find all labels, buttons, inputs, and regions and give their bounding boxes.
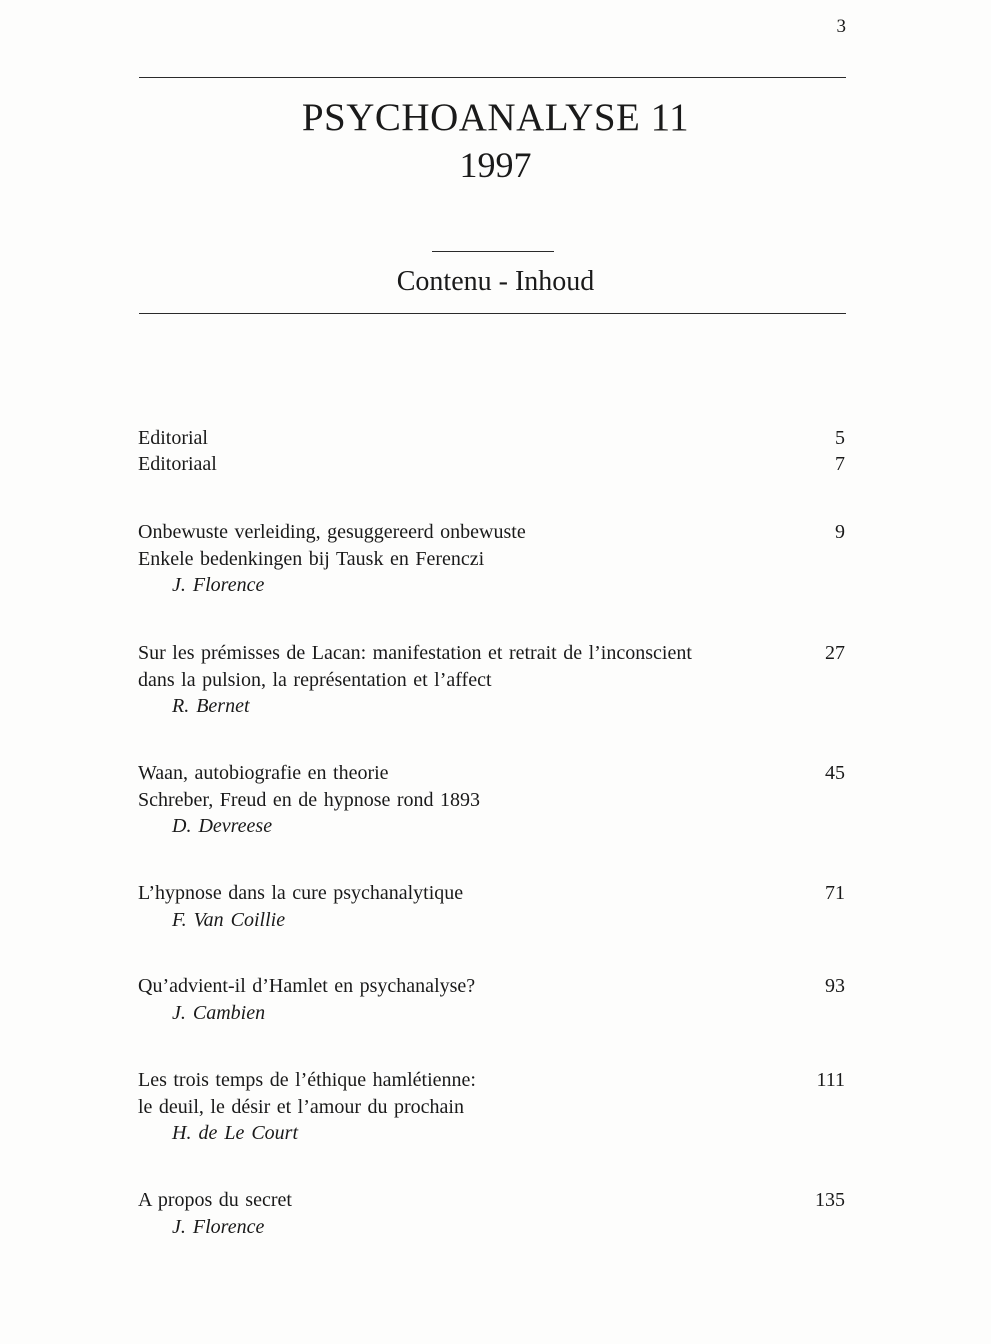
toc-entry <box>138 760 845 840</box>
header-bottom-rule <box>139 313 846 314</box>
toc-entry-page: 27 <box>825 642 845 664</box>
toc-entry <box>138 451 845 478</box>
toc-entry-author: J. Florence <box>172 574 265 596</box>
toc-entry-page: 93 <box>825 975 845 997</box>
toc-entry-subtitle: Enkele bedenkingen bij Tausk en Ferenczi <box>138 547 485 570</box>
toc-entry <box>138 640 845 720</box>
toc-entry-author: D. Devreese <box>172 815 273 837</box>
toc-entry <box>138 519 845 599</box>
toc-entry-editorial <box>138 425 845 452</box>
toc-entry <box>138 425 845 452</box>
toc-entry-page: 135 <box>815 1189 845 1211</box>
toc-entry-subtitle: le deuil, le désir et l’amour du prochain <box>138 1095 464 1118</box>
page-number: 3 <box>836 16 846 37</box>
toc-entry-page: 9 <box>835 521 845 543</box>
toc-entry-author: R. Bernet <box>172 695 250 717</box>
toc-entry-bernet <box>138 640 845 720</box>
journal-title: PSYCHOANALYSE 11 <box>301 96 690 139</box>
toc-entry-title: Editoriaal <box>138 453 217 475</box>
contents-heading: Contenu - Inhoud <box>396 266 595 297</box>
toc-entry-author: H. de Le Court <box>172 1122 298 1144</box>
toc-entry-page: 5 <box>835 427 845 449</box>
toc-entry-de-le-court <box>138 1067 845 1147</box>
toc-entry-title: Editorial <box>138 427 208 449</box>
toc-entry-page: 71 <box>825 882 845 904</box>
toc-entry-cambien <box>138 973 845 1026</box>
toc-entry-page: 7 <box>835 453 845 475</box>
toc-entry-devreese <box>138 760 845 840</box>
toc-entry-subtitle: dans la pulsion, la représentation et l’affect <box>138 668 492 691</box>
toc-entry-author: J. Florence <box>172 1215 265 1238</box>
toc-entry-page: 45 <box>825 762 845 784</box>
toc-entry <box>138 880 845 933</box>
journal-year: 1997 <box>459 145 532 185</box>
toc-entry-title: Waan, autobiografie en theorie <box>138 762 389 784</box>
toc-entry-title: L’hypnose dans la cure psychanalytique <box>138 882 464 904</box>
toc-entry-author: F. Van Coillie <box>172 908 286 931</box>
toc-entry-florence-1 <box>138 519 845 599</box>
toc-entry <box>138 1187 845 1240</box>
toc-entry <box>138 973 845 1026</box>
toc-entry-title: Les trois temps de l’éthique hamlétienne: <box>138 1069 476 1091</box>
header-top-rule <box>139 77 846 78</box>
toc-entry-title: A propos du secret <box>138 1189 292 1211</box>
toc-entry-title: Onbewuste verleiding, gesuggereerd onbewuste <box>138 521 526 543</box>
title-divider <box>432 251 554 252</box>
toc-entry-van-coillie <box>138 880 845 933</box>
toc-entry-page: 111 <box>816 1069 845 1091</box>
toc-entry-title: Qu’advient-il d’Hamlet en psychanalyse? <box>138 975 476 997</box>
toc-entry-author: J. Cambien <box>172 1001 266 1024</box>
toc-entry-title: Sur les prémisses de Lacan: manifestation et retrait de l’inconscient <box>138 642 692 664</box>
toc-entry-editoriaal <box>138 451 845 478</box>
toc-entry <box>138 1067 845 1147</box>
toc-entry-subtitle: Schreber, Freud en de hypnose rond 1893 <box>138 788 481 811</box>
toc-entry-florence-2 <box>138 1187 845 1240</box>
